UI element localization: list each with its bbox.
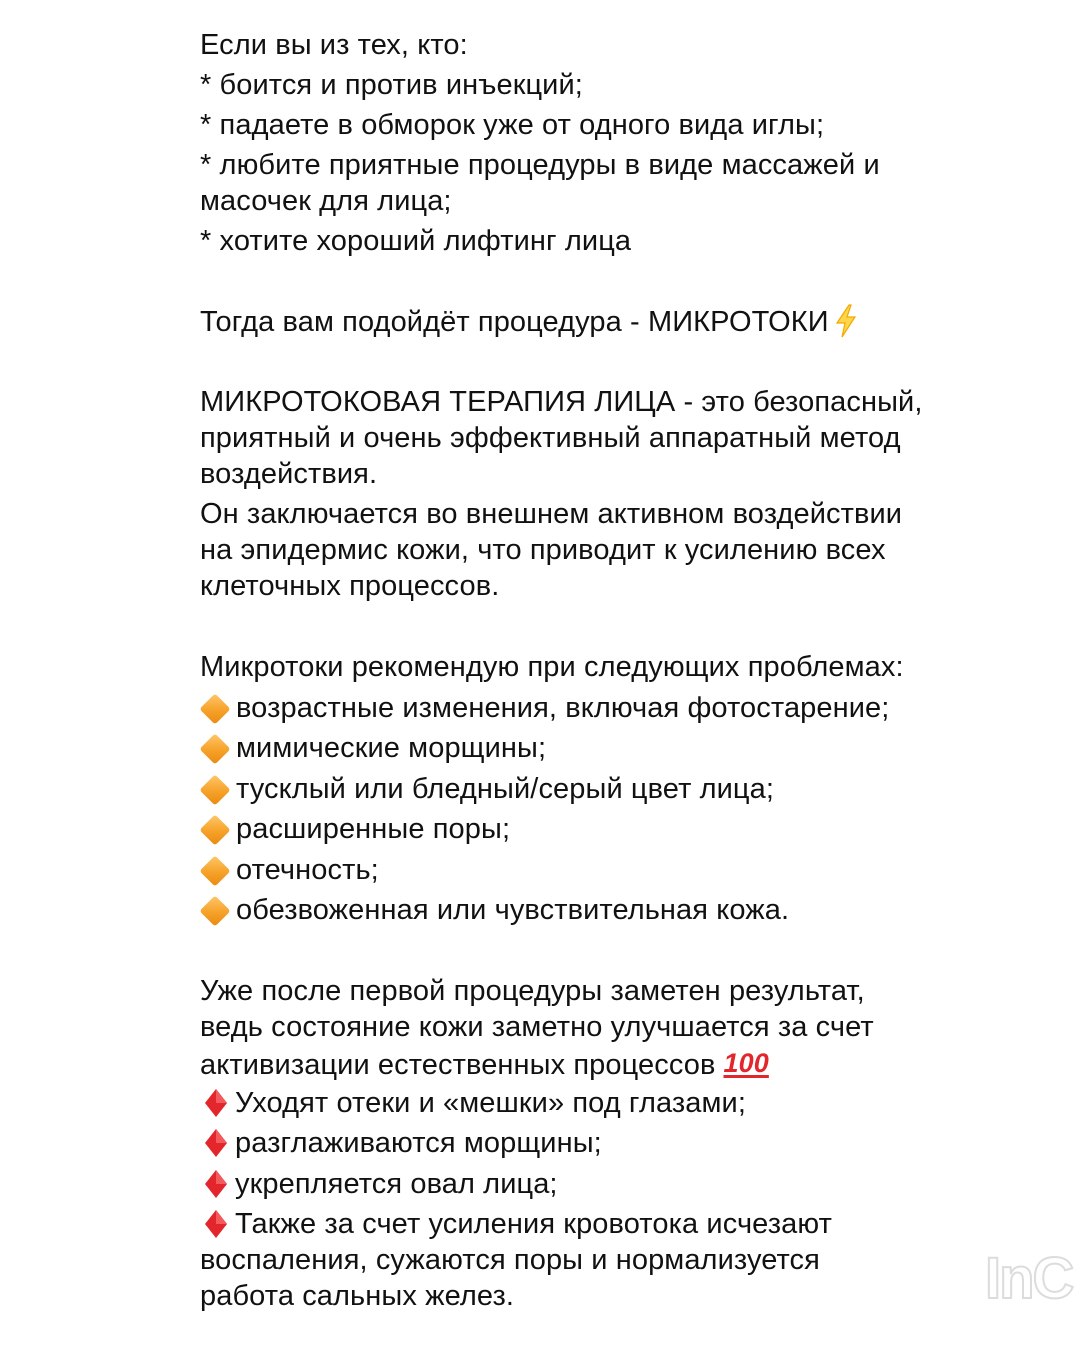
orange-diamond-icon bbox=[199, 895, 230, 926]
description-line: клеточных процессов. bbox=[200, 570, 500, 602]
description-line: на эпидермис кожи, что приводит к усилению всех bbox=[200, 534, 886, 566]
intro-item: * боится и против инъекций; bbox=[200, 69, 583, 101]
intro-item: * хотите хороший лифтинг лица bbox=[200, 225, 632, 257]
description-line: Он заключается во внешнем активном воздействии bbox=[200, 498, 903, 530]
problem-item bbox=[200, 690, 889, 726]
intro-item: * любите приятные процедуры в виде массажей и bbox=[200, 149, 880, 181]
offer-text: Тогда вам подойдёт процедура - МИКРОТОКИ bbox=[200, 306, 829, 338]
result-item bbox=[200, 1125, 602, 1161]
results-line bbox=[200, 1045, 769, 1083]
orange-diamond-icon bbox=[199, 733, 230, 764]
problem-item-text: тусклый или бледный/серый цвет лица; bbox=[236, 773, 775, 805]
problem-item-text: обезвоженная или чувствительная кожа. bbox=[236, 894, 790, 926]
red-diamond-icon bbox=[203, 1169, 229, 1199]
red-diamond-icon bbox=[203, 1088, 229, 1118]
problem-item bbox=[200, 771, 774, 807]
intro-item: * падаете в обморок уже от одного вида иглы; bbox=[200, 109, 825, 141]
result-item-text: Уходят отеки и «мешки» под глазами; bbox=[235, 1087, 747, 1119]
results-line: ведь состояние кожи заметно улучшается за счет bbox=[200, 1011, 874, 1043]
intro-heading: Если вы из тех, кто: bbox=[200, 29, 468, 61]
results-line: Уже после первой процедуры заметен результат, bbox=[200, 975, 865, 1007]
description-line: приятный и очень эффективный аппаратный метод bbox=[200, 422, 901, 454]
problem-item-text: расширенные поры; bbox=[236, 813, 511, 845]
result-item-text: Также за счет усиления кровотока исчезают bbox=[235, 1208, 832, 1240]
problem-item-text: мимические морщины; bbox=[236, 732, 547, 764]
result-item bbox=[200, 1085, 746, 1121]
problem-item bbox=[200, 730, 546, 766]
problem-item-text: возрастные изменения, включая фотостарение; bbox=[236, 692, 890, 724]
offer-line bbox=[200, 304, 859, 340]
orange-diamond-icon bbox=[199, 855, 230, 886]
hundred-points-icon: 100 bbox=[723, 1048, 769, 1078]
results-line-text: активизации естественных процессов bbox=[200, 1049, 716, 1081]
result-item bbox=[200, 1206, 832, 1242]
result-item-text: разглаживаются морщины; bbox=[235, 1127, 602, 1159]
intro-item-continuation: масочек для лица; bbox=[200, 185, 452, 217]
result-item bbox=[200, 1166, 558, 1202]
orange-diamond-icon bbox=[199, 693, 230, 724]
problem-item bbox=[200, 852, 379, 888]
description-line: воздействия. bbox=[200, 458, 378, 490]
result-item-continuation: работа сальных желез. bbox=[200, 1280, 515, 1312]
orange-diamond-icon bbox=[199, 774, 230, 805]
red-diamond-icon bbox=[203, 1209, 229, 1239]
problem-item-text: отечность; bbox=[236, 854, 379, 886]
problem-item bbox=[200, 811, 510, 847]
orange-diamond-icon bbox=[199, 814, 230, 845]
lightning-icon bbox=[833, 304, 859, 338]
problems-heading: Микротоки рекомендую при следующих проблемах: bbox=[200, 651, 904, 683]
result-item-continuation: воспаления, сужаются поры и нормализуется bbox=[200, 1244, 820, 1276]
result-item-text: укрепляется овал лица; bbox=[235, 1168, 558, 1200]
watermark-logo: InC bbox=[985, 1246, 1073, 1311]
red-diamond-icon bbox=[203, 1128, 229, 1158]
description-line: МИКРОТОКОВАЯ ТЕРАПИЯ ЛИЦА - это безопасный, bbox=[200, 386, 923, 418]
problem-item bbox=[200, 892, 789, 928]
